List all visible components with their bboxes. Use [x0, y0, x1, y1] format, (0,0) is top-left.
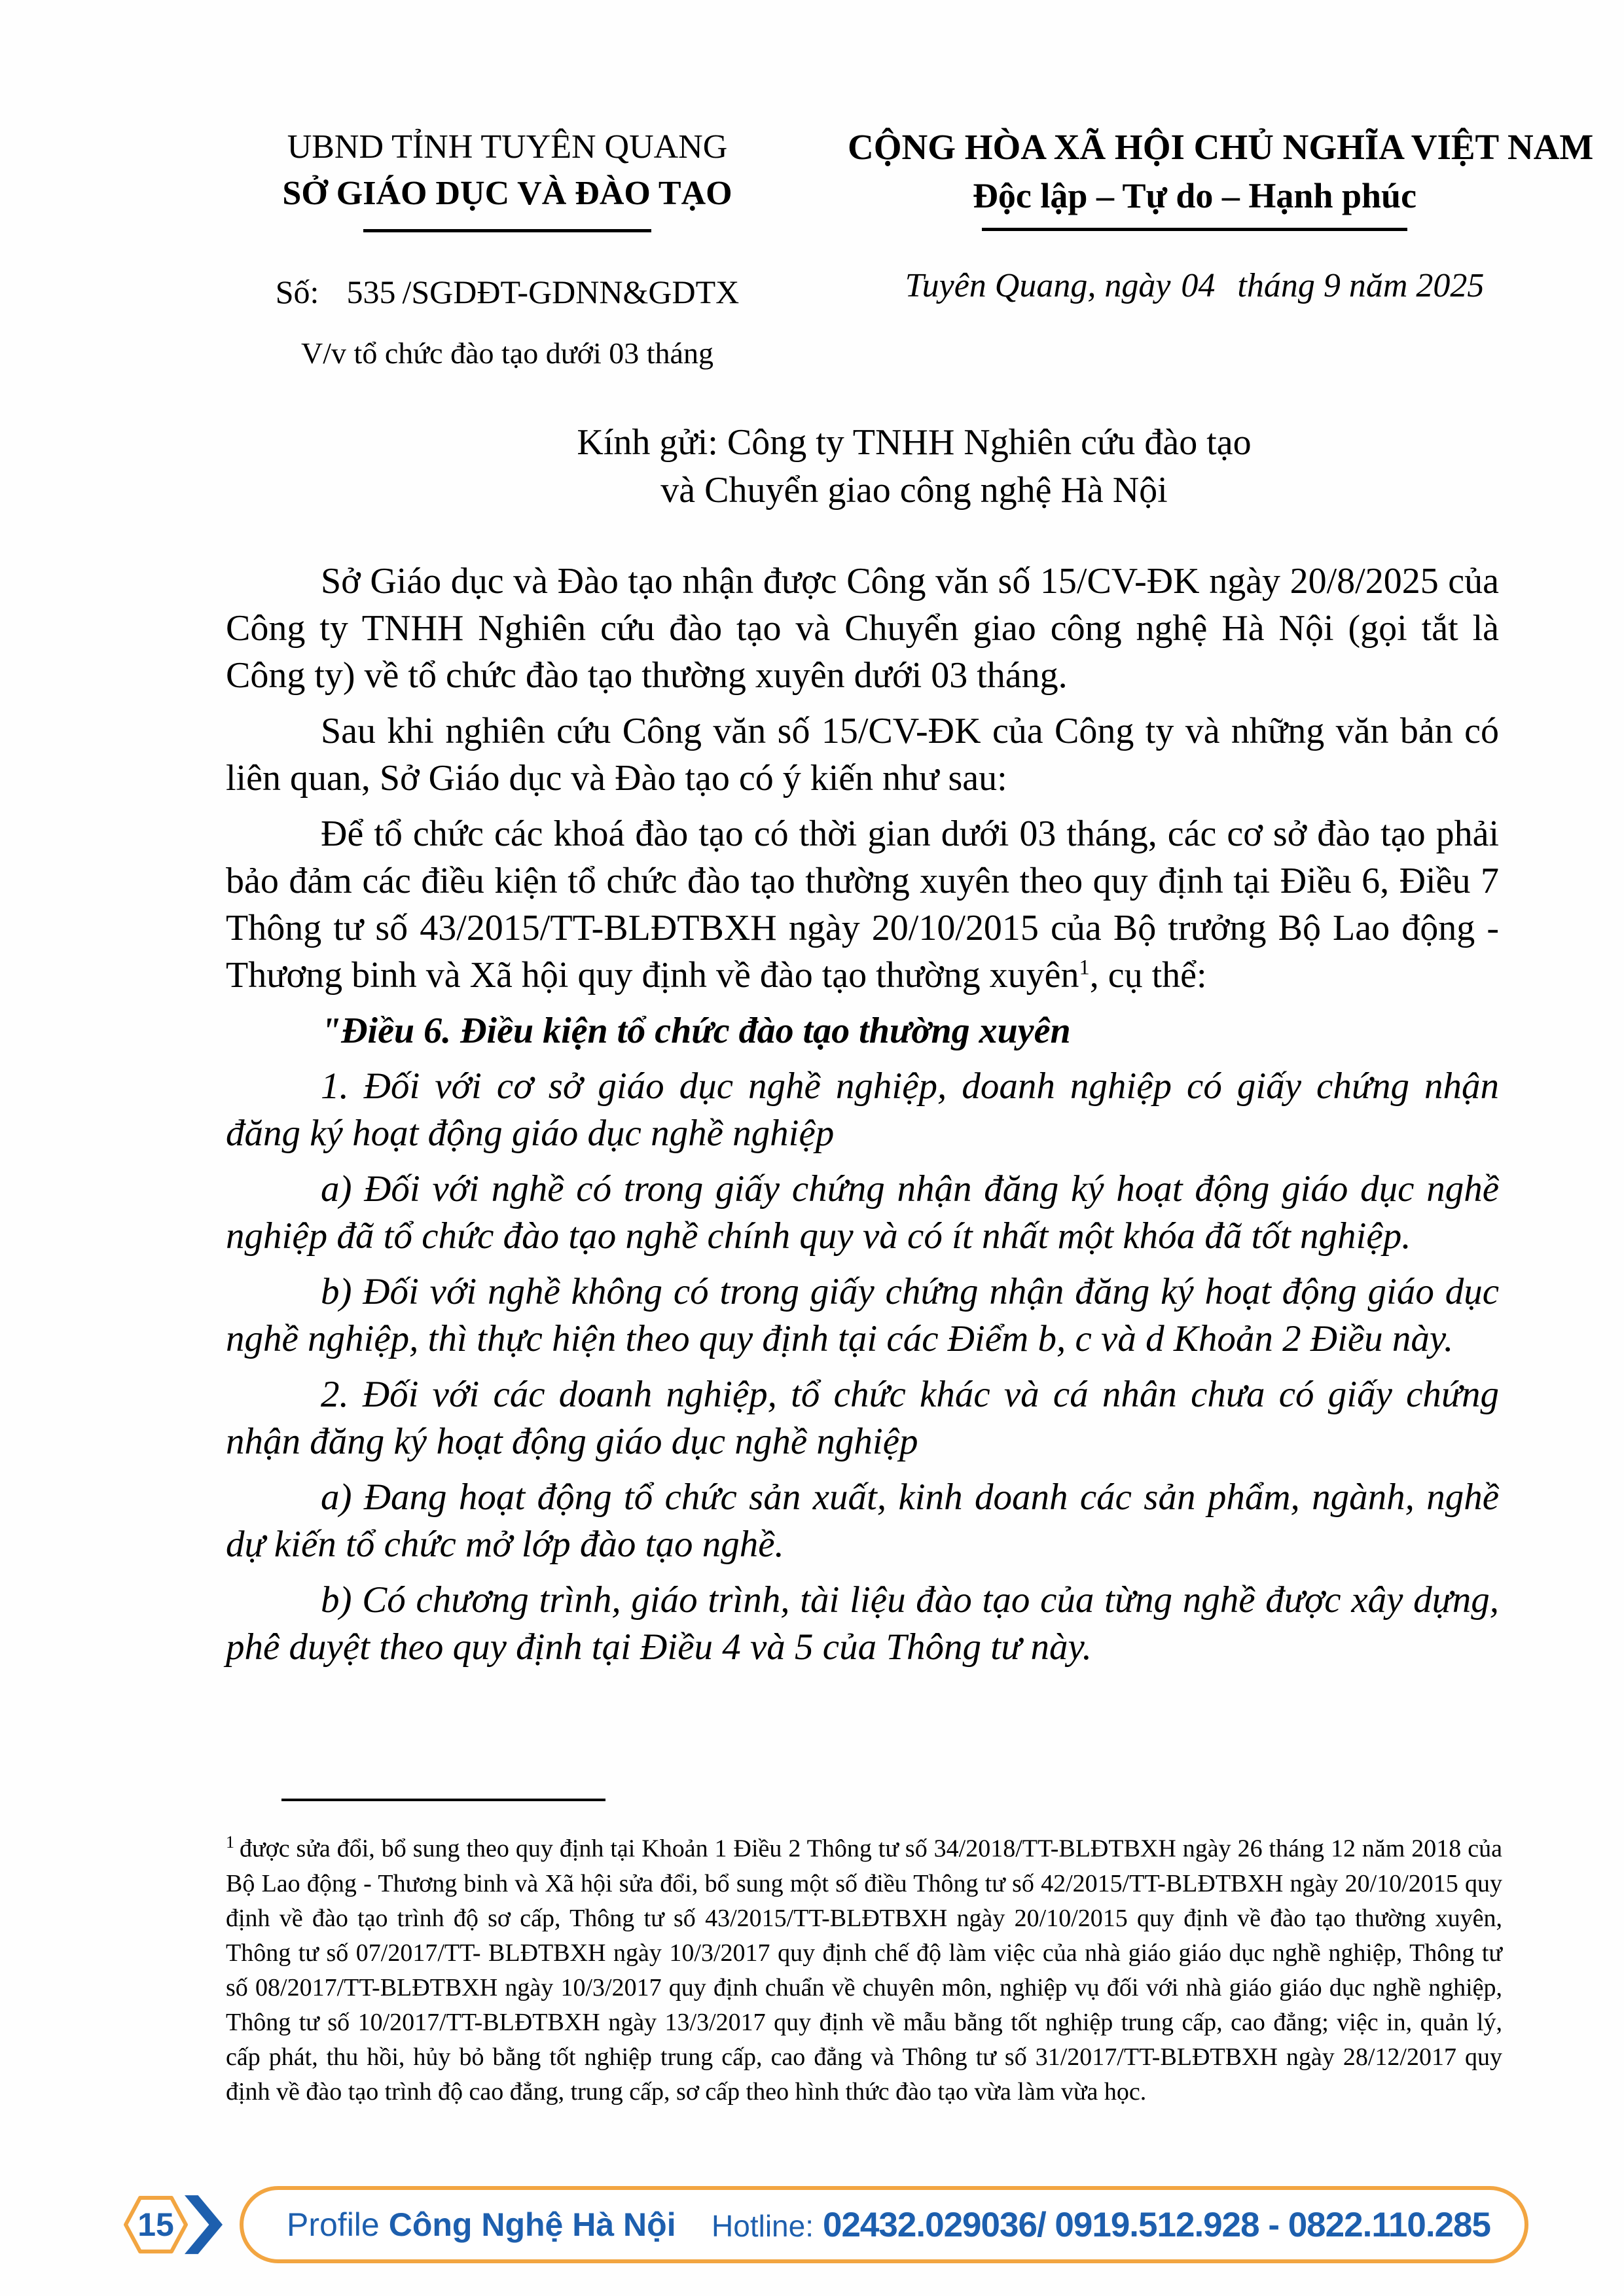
clause-2a: a) Đang hoạt động tổ chức sản xuất, kinh doanh các sản phẩm, ngành, nghề dự kiến tổ chức mở lớp đào tạo nghề. [226, 1477, 1499, 1565]
profile-label: Profile [287, 2206, 380, 2243]
department-underline [363, 229, 651, 232]
profile-title [287, 2206, 676, 2244]
department-name: SỞ GIÁO DỤC VÀ ĐÀO TẠO [282, 175, 732, 212]
salutation-line1: Kính gửi: Công ty TNHH Nghiên cứu đào tạo [577, 422, 1252, 463]
hotline [712, 2205, 1490, 2245]
document-body [226, 558, 1499, 1679]
national-motto: Độc lập – Tự do – Hạnh phúc [972, 176, 1417, 215]
document-number-label: Số: [275, 274, 319, 310]
page-footer [123, 2181, 1528, 2269]
footnote-reference: 1 [1079, 956, 1090, 980]
clause-1b: b) Đối với nghề không có trong giấy chứng nhận đăng ký hoạt động giáo dục nghề nghiệp, thì thực hiện theo quy định tại các Điểm b, c và d Khoản 2 Điều này. [226, 1271, 1499, 1359]
clause-1: 1. Đối với cơ sở giáo dục nghề nghiệp, doanh nghiệp có giấy chứng nhận đăng ký hoạt động giáo dục nghề nghiệp [226, 1066, 1499, 1154]
place-date-line [848, 266, 1542, 305]
chevron-right-icon [185, 2193, 223, 2256]
place-date-prefix: Tuyên Quang, ngày [905, 266, 1171, 304]
salutation-line2: và Chuyển giao công nghệ Hà Nội [660, 469, 1168, 511]
profile-name: Công Nghệ Hà Nội [388, 2206, 676, 2243]
document-subject: V/v tổ chức đào tạo dưới 03 tháng [301, 336, 713, 370]
paragraph-conditions-tail: , cụ thể: [1089, 955, 1207, 996]
hexagon-badge [123, 2195, 189, 2255]
paragraph-conditions [226, 810, 1499, 999]
paragraph-review: Sau khi nghiên cứu Công văn số 15/CV-ĐK của Công ty và những văn bản có liên quan, Sở Giáo dục và Đào tạo có ý kiến như sau: [226, 711, 1499, 798]
document-number-line [180, 273, 835, 311]
motto-underline [982, 228, 1407, 231]
place-date-suffix: tháng 9 năm 2025 [1237, 266, 1485, 304]
hotline-numbers: 02432.029036/ 0919.512.928 - 0822.110.285 [822, 2205, 1490, 2244]
footer-info-bar [240, 2186, 1528, 2263]
hotline-label: Hotline: [712, 2208, 814, 2243]
country-name: CỘNG HÒA XÃ HỘI CHỦ NGHĨA VIỆT NAM [848, 127, 1594, 167]
national-header-block [848, 126, 1594, 305]
clause-1a: a) Đối với nghề có trong giấy chứng nhận đăng ký hoạt động giáo dục nghề nghiệp đã tổ chức đào tạo nghề chính quy và có ít nhất một khóa đã tốt nghiệp. [226, 1168, 1499, 1257]
clause-2: 2. Đối với các doanh nghiệp, tổ chức khác và cá nhân chưa có giấy chứng nhận đăng ký hoạt động giáo dục nghề nghiệp [226, 1374, 1499, 1462]
footnote [226, 1825, 1502, 2109]
clause-2b: b) Có chương trình, giáo trình, tài liệu đào tạo của từng nghề được xây dựng, phê duyệt theo quy định tại Điều 4 và 5 của Thông tư này. [226, 1579, 1499, 1668]
quoted-article-heading: "Điều 6. Điều kiện tổ chức đào tạo thường xuyên [321, 1011, 1071, 1051]
footnote-separator [281, 1799, 605, 1801]
footnote-text: được sửa đổi, bổ sung theo quy định tại Khoản 1 Điều 2 Thông tư số 34/2018/TT-BLĐTBXH ngày 26 tháng 12 năm 2018 của Bộ Lao động - Thương binh và Xã hội sửa đổi, bổ sung một số điều Thông tư số 42/2015/TT-BLĐTBXH ngày 20/10/2015 quy định về đào tạo trình độ sơ cấp, Thông tư số 43/2015/TT-BLĐTBXH ngày 20/10/2015 quy định về đào tạo thường xuyên, Thông tư số 07/2017/TT- BLĐTBXH ngày 10/3/2017 quy định chế độ làm việc của nhà giáo giáo dục nghề nghiệp, Thông tư số 08/2017/TT-BLĐTBXH ngày 10/3/2017 quy định chuẩn về chuyên môn, nghiệp vụ đối với nhà giáo giáo dục nghề nghiệp, Thông tư số 10/2017/TT-BLĐTBXH ngày 13/3/2017 quy định về mẫu bằng tốt nghiệp trung cấp, cao đẳng; việc in, quản lý, cấp phát, thu hồi, hủy bỏ bằng tốt nghiệp trung cấp, cao đẳng và Thông tư số 31/2017/TT-BLĐTBXH ngày 28/12/2017 quy định về đào tạo trình độ cao đẳng, trung cấp, sơ cấp theo hình thức đào tạo vừa làm vừa học. [226, 1835, 1502, 2106]
document-number-value: 535 [346, 274, 396, 310]
parent-agency: UBND TỈNH TUYÊN QUANG [287, 128, 728, 166]
footnote-marker: 1 [226, 1833, 234, 1852]
page-number: 15 [137, 2206, 174, 2243]
issuing-agency-block [180, 126, 835, 370]
page-number-badge [123, 2193, 223, 2256]
paragraph-conditions-text: Để tổ chức các khoá đào tạo có thời gian dưới 03 tháng, các cơ sở đào tạo phải bảo đảm các điều kiện tổ chức đào tạo thường xuyên theo quy định tại Điều 6, Điều 7 Thông tư số 43/2015/TT-BLĐTBXH ngày 20/10/2015 của Bộ trưởng Bộ Lao động - Thương binh và Xã hội quy định về đào tạo thường xuyên [226, 814, 1499, 996]
document-number-suffix: /SGDĐT-GDNN&GDTX [402, 274, 740, 310]
place-date-day: 04 [1181, 266, 1216, 304]
paragraph-intro: Sở Giáo dục và Đào tạo nhận được Công văn số 15/CV-ĐK ngày 20/8/2025 của Công ty TNHH Nghiên cứu đào tạo và Chuyển giao công nghệ Hà Nội (gọi tắt là Công ty) về tổ chức đào tạo thường xuyên dưới 03 tháng. [226, 561, 1499, 696]
salutation [204, 419, 1624, 514]
